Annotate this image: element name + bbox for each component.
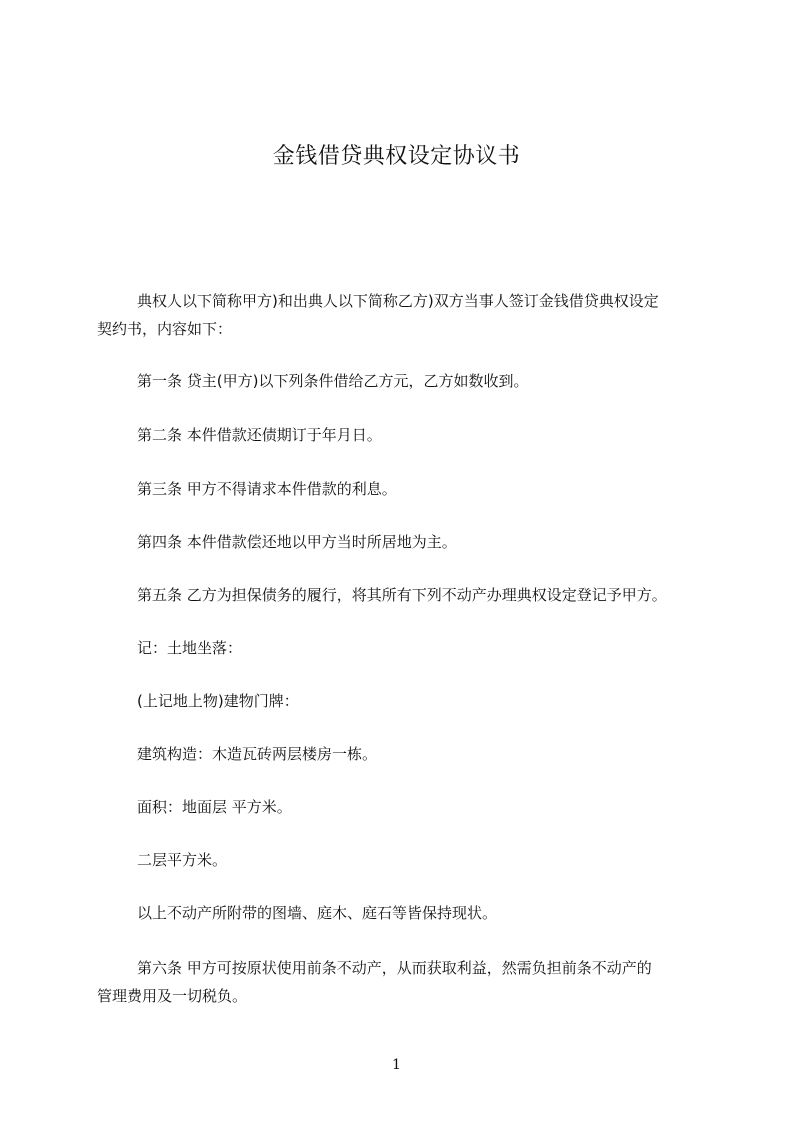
area-ground-floor: 面积：地面层 平方米。: [137, 798, 292, 816]
record-land-location: 记：土地坐落：: [137, 639, 243, 657]
attachments-note: 以上不动产所附带的图墙、庭木、庭石等皆保持现状。: [137, 904, 498, 922]
article-4: 第四条 本件借款偿还地以甲方当时所居地为主。: [137, 533, 457, 551]
intro-line-1: 典权人以下简称甲方)和出典人以下简称乙方)双方当事人签订金钱借贷典权设定: [137, 292, 659, 310]
article-5: 第五条 乙方为担保债务的履行，将其所有下列不动产办理典权设定登记予甲方。: [137, 586, 667, 604]
area-second-floor: 二层平方米。: [137, 851, 228, 869]
building-structure: 建筑构造：木造瓦砖两层楼房一栋。: [137, 745, 378, 763]
document-title: 金钱借贷典权设定协议书: [272, 144, 521, 169]
record-building-number: (上记地上物)建物门牌：: [137, 692, 299, 710]
article-6-line-2: 管理费用及一切税负。: [97, 987, 248, 1005]
article-6-line-1: 第六条 甲方可按原状使用前条不动产，从而获取利益，然需负担前条不动产的: [137, 959, 652, 977]
article-2: 第二条 本件借款还债期订于年月日。: [137, 426, 382, 444]
intro-line-2: 契约书，内容如下：: [97, 320, 233, 338]
page-number: 1: [392, 1057, 401, 1073]
article-3: 第三条 甲方不得请求本件借款的利息。: [137, 480, 397, 498]
article-1: 第一条 贷主(甲方)以下列条件借给乙方元，乙方如数收到。: [137, 372, 529, 390]
